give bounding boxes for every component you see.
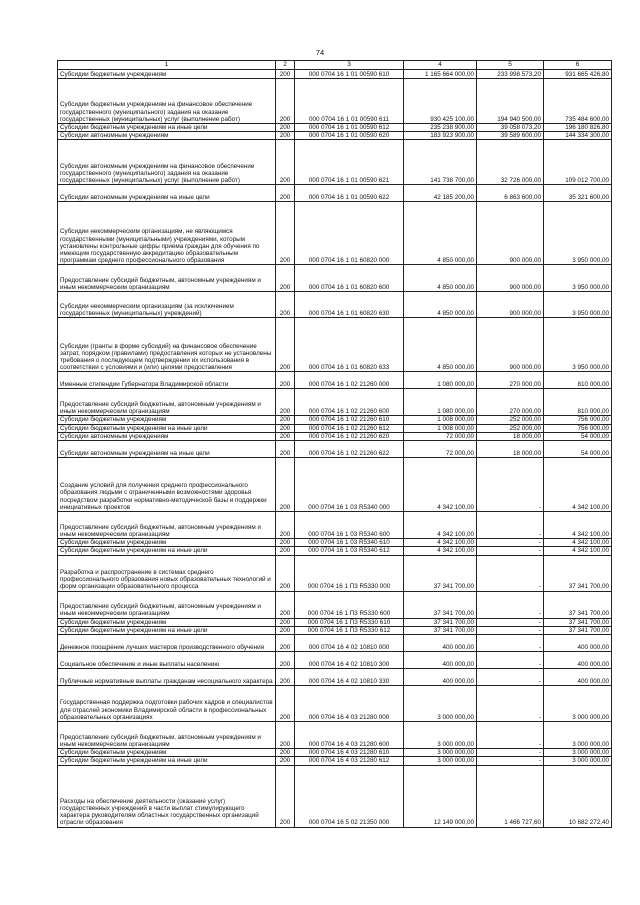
row-approved-amount: 400 000,00 <box>404 669 477 686</box>
row-name: Субсидии бюджетным учреждениям <box>58 416 276 424</box>
row-approved-amount: 4 850 000,00 <box>404 292 477 318</box>
row-remaining-amount: 735 484 600,00 <box>544 79 612 124</box>
row-line-code: 200 <box>276 512 295 539</box>
row-approved-amount: 4 342 100,00 <box>404 458 477 512</box>
row-budget-code: 000 0704 16 1 П3 R5330 612 <box>295 626 404 634</box>
row-name: Расходы на обеспечение деятельности (оказание услуг) государственных учреждений в части выплат стимулирующего характера руководителям областных государственных организаций отрасли образования <box>58 765 276 827</box>
row-budget-code: 000 0704 16 1 02 21260 610 <box>295 416 404 424</box>
row-line-code: 200 <box>276 618 295 626</box>
table-row <box>58 318 612 372</box>
row-executed-amount: 270 000,00 <box>477 389 544 416</box>
row-name: Субсидии автономным учреждениям <box>58 432 276 440</box>
row-budget-code: 000 0704 16 4 03 21280 000 <box>295 686 404 722</box>
header-row <box>58 61 612 70</box>
row-executed-amount: 32 726 000,00 <box>477 140 544 185</box>
row-approved-amount: 4 342 100,00 <box>404 547 477 555</box>
column-header-2: 2 <box>276 61 295 70</box>
row-line-code: 200 <box>276 79 295 124</box>
row-line-code: 200 <box>276 722 295 749</box>
table-row <box>58 757 612 765</box>
row-name: Субсидии некоммерческим организациям (за исключением государственных (муниципальных) учреждений) <box>58 292 276 318</box>
row-line-code: 200 <box>276 432 295 440</box>
row-approved-amount: 4 342 100,00 <box>404 539 477 547</box>
row-executed-amount: - <box>477 539 544 547</box>
row-budget-code: 000 0704 16 4 03 21280 610 <box>295 749 404 757</box>
row-line-code: 200 <box>276 547 295 555</box>
table-row <box>58 70 612 79</box>
column-header-4: 4 <box>404 61 477 70</box>
table-row <box>58 512 612 539</box>
row-approved-amount: 37 341 700,00 <box>404 626 477 634</box>
row-approved-amount: 72 000,00 <box>404 432 477 440</box>
row-approved-amount: 72 000,00 <box>404 441 477 458</box>
row-remaining-amount: 37 341 700,00 <box>544 555 612 591</box>
column-header-3: 3 <box>295 61 404 70</box>
row-executed-amount: 900 000,00 <box>477 292 544 318</box>
row-executed-amount: 6 863 600,00 <box>477 185 544 202</box>
row-name: Субсидии бюджетным учреждениям на иные цели <box>58 124 276 132</box>
column-header-6: 6 <box>544 61 612 70</box>
table-row <box>58 539 612 547</box>
row-remaining-amount: 756 000,00 <box>544 424 612 432</box>
row-approved-amount: 37 341 700,00 <box>404 555 477 591</box>
row-executed-amount: - <box>477 591 544 618</box>
row-executed-amount: - <box>477 512 544 539</box>
row-executed-amount: 252 000,00 <box>477 416 544 424</box>
row-line-code: 200 <box>276 70 295 79</box>
row-budget-code: 000 0704 16 1 01 00590 620 <box>295 132 404 140</box>
row-remaining-amount: 196 180 826,80 <box>544 124 612 132</box>
row-approved-amount: 42 185 200,00 <box>404 185 477 202</box>
table-row <box>58 626 612 634</box>
row-budget-code: 000 0704 16 1 П3 R5330 610 <box>295 618 404 626</box>
row-executed-amount: 18 000,00 <box>477 441 544 458</box>
row-executed-amount: 194 940 500,00 <box>477 79 544 124</box>
row-budget-code: 000 0704 16 1 02 21260 612 <box>295 424 404 432</box>
row-name: Субсидии бюджетным учреждениям <box>58 539 276 547</box>
row-executed-amount: - <box>477 749 544 757</box>
row-budget-code: 000 0704 16 4 03 21280 612 <box>295 757 404 765</box>
row-line-code: 200 <box>276 441 295 458</box>
row-executed-amount: - <box>477 669 544 686</box>
row-remaining-amount: 3 950 000,00 <box>544 318 612 372</box>
row-remaining-amount: 3 000 000,00 <box>544 686 612 722</box>
row-line-code: 200 <box>276 202 295 265</box>
row-executed-amount: - <box>477 652 544 669</box>
table-row <box>58 547 612 555</box>
row-name: Социальное обеспечение и иные выплаты населению <box>58 652 276 669</box>
row-approved-amount: 3 000 000,00 <box>404 749 477 757</box>
row-approved-amount: 12 149 000,00 <box>404 765 477 827</box>
row-executed-amount: 900 000,00 <box>477 318 544 372</box>
row-approved-amount: 1 165 664 000,00 <box>404 70 477 79</box>
row-approved-amount: 930 425 100,00 <box>404 79 477 124</box>
row-approved-amount: 37 341 700,00 <box>404 618 477 626</box>
row-approved-amount: 183 923 900,00 <box>404 132 477 140</box>
row-budget-code: 000 0704 16 1 01 00590 622 <box>295 185 404 202</box>
table-row <box>58 652 612 669</box>
column-header-1: 1 <box>58 61 276 70</box>
row-budget-code: 000 0704 16 1 01 00590 621 <box>295 140 404 185</box>
row-approved-amount: 3 000 000,00 <box>404 757 477 765</box>
row-budget-code: 000 0704 16 5 02 21350 000 <box>295 765 404 827</box>
row-remaining-amount: 400 000,00 <box>544 652 612 669</box>
row-budget-code: 000 0704 16 1 01 00590 611 <box>295 79 404 124</box>
table-row <box>58 432 612 440</box>
table-row <box>58 416 612 424</box>
row-executed-amount: 270 000,00 <box>477 372 544 389</box>
row-line-code: 200 <box>276 140 295 185</box>
row-executed-amount: 252 000,00 <box>477 424 544 432</box>
row-line-code: 200 <box>276 686 295 722</box>
table-row <box>58 292 612 318</box>
row-executed-amount: - <box>477 626 544 634</box>
row-name: Предоставление субсидий бюджетным, автономным учреждениям и иным некоммерческим организациям <box>58 722 276 749</box>
row-name: Именные стипендии Губернатора Владимирской области <box>58 372 276 389</box>
table-row <box>58 618 612 626</box>
row-executed-amount: 39 589 600,00 <box>477 132 544 140</box>
row-line-code: 200 <box>276 132 295 140</box>
row-budget-code: 000 0704 16 1 01 00590 610 <box>295 70 404 79</box>
page-number: 74 <box>315 48 325 57</box>
row-line-code: 200 <box>276 372 295 389</box>
row-remaining-amount: 3 950 000,00 <box>544 265 612 292</box>
table-row <box>58 749 612 757</box>
table-row <box>58 458 612 512</box>
row-remaining-amount: 3 950 000,00 <box>544 292 612 318</box>
budget-table <box>57 60 612 828</box>
row-approved-amount: 4 850 000,00 <box>404 202 477 265</box>
row-remaining-amount: 37 341 700,00 <box>544 626 612 634</box>
row-line-code: 200 <box>276 539 295 547</box>
row-name: Субсидии автономным учреждениям на иные цели <box>58 185 276 202</box>
row-executed-amount: - <box>477 686 544 722</box>
row-remaining-amount: 37 341 700,00 <box>544 618 612 626</box>
column-header-5: 5 <box>477 61 544 70</box>
row-budget-code: 000 0704 16 1 01 60820 600 <box>295 265 404 292</box>
row-remaining-amount: 37 341 700,00 <box>544 591 612 618</box>
row-line-code: 200 <box>276 626 295 634</box>
row-budget-code: 000 0704 16 1 01 60820 630 <box>295 292 404 318</box>
row-remaining-amount: 144 334 300,00 <box>544 132 612 140</box>
row-remaining-amount: 54 000,00 <box>544 432 612 440</box>
row-approved-amount: 4 342 100,00 <box>404 512 477 539</box>
table-row <box>58 124 612 132</box>
row-budget-code: 000 0704 16 1 П3 R5330 600 <box>295 591 404 618</box>
row-line-code: 200 <box>276 318 295 372</box>
row-executed-amount: - <box>477 722 544 749</box>
row-budget-code: 000 0704 16 4 02 10810 300 <box>295 652 404 669</box>
row-remaining-amount: 931 665 426,80 <box>544 70 612 79</box>
row-budget-code: 000 0704 16 1 02 21260 000 <box>295 372 404 389</box>
row-executed-amount: - <box>477 618 544 626</box>
row-approved-amount: 3 000 000,00 <box>404 686 477 722</box>
row-remaining-amount: 810 000,00 <box>544 372 612 389</box>
row-budget-code: 000 0704 16 4 02 10810 330 <box>295 669 404 686</box>
table-row <box>58 635 612 652</box>
row-line-code: 200 <box>276 389 295 416</box>
row-name: Субсидии автономным учреждениям на иные цели <box>58 441 276 458</box>
row-approved-amount: 3 000 000,00 <box>404 722 477 749</box>
row-remaining-amount: 3 000 000,00 <box>544 757 612 765</box>
row-line-code: 200 <box>276 416 295 424</box>
row-name: Предоставление субсидий бюджетным, автономным учреждениям и иным некоммерческим организациям <box>58 389 276 416</box>
row-approved-amount: 1 008 000,00 <box>404 424 477 432</box>
row-budget-code: 000 0704 16 1 02 21260 600 <box>295 389 404 416</box>
table-row <box>58 265 612 292</box>
table-row <box>58 185 612 202</box>
row-name: Субсидии бюджетным учреждениям на финансовое обеспечение государственного (муниципального) задания на оказание государственных (муниципальных) услуг (выполнение работ) <box>58 79 276 124</box>
row-line-code: 200 <box>276 757 295 765</box>
table-row <box>58 441 612 458</box>
row-executed-amount: 39 058 073,20 <box>477 124 544 132</box>
row-remaining-amount: 756 000,00 <box>544 416 612 424</box>
table-row <box>58 591 612 618</box>
row-approved-amount: 37 341 700,00 <box>404 591 477 618</box>
row-executed-amount: 1 466 727,60 <box>477 765 544 827</box>
row-remaining-amount: 35 321 600,00 <box>544 185 612 202</box>
row-line-code: 200 <box>276 185 295 202</box>
row-budget-code: 000 0704 16 4 03 21280 600 <box>295 722 404 749</box>
row-approved-amount: 235 238 900,00 <box>404 124 477 132</box>
row-line-code: 200 <box>276 635 295 652</box>
row-budget-code: 000 0704 16 1 01 60820 000 <box>295 202 404 265</box>
table-row <box>58 555 612 591</box>
row-line-code: 200 <box>276 765 295 827</box>
row-budget-code: 000 0704 16 1 02 21260 620 <box>295 432 404 440</box>
row-line-code: 200 <box>276 424 295 432</box>
row-approved-amount: 400 000,00 <box>404 652 477 669</box>
row-remaining-amount: 10 682 272,40 <box>544 765 612 827</box>
row-name: Разработка и распространение в системах среднего профессионального образования новых образовательных технологий и форм организации образовательного процесса <box>58 555 276 591</box>
row-executed-amount: - <box>477 635 544 652</box>
row-budget-code: 000 0704 16 1 01 60820 633 <box>295 318 404 372</box>
row-name: Субсидии бюджетным учреждениям на иные цели <box>58 757 276 765</box>
row-budget-code: 000 0704 16 1 03 R5340 610 <box>295 539 404 547</box>
row-name: Субсидии бюджетным учреждениям <box>58 749 276 757</box>
row-name: Субсидии (гранты в форме субсидий) на финансовое обеспечение затрат, порядком (правилами) предоставления которых не установлены требования о последующем подтверждении их использования в соответствии с условиями и (или) целями предоставления <box>58 318 276 372</box>
row-executed-amount: - <box>477 757 544 765</box>
table-row <box>58 686 612 722</box>
row-budget-code: 000 0704 16 1 02 21260 622 <box>295 441 404 458</box>
row-name: Государственная поддержка подготовки рабочих кадров и специалистов для отраслей экономики Владимирской области в профессиональных образовательных организациях <box>58 686 276 722</box>
row-name: Предоставление субсидий бюджетным, автономным учреждениям и иным некоммерческим организациям <box>58 512 276 539</box>
row-remaining-amount: 3 950 000,00 <box>544 202 612 265</box>
row-executed-amount: - <box>477 458 544 512</box>
row-budget-code: 000 0704 16 1 03 R5340 600 <box>295 512 404 539</box>
row-remaining-amount: 3 000 000,00 <box>544 749 612 757</box>
row-remaining-amount: 400 000,00 <box>544 635 612 652</box>
row-remaining-amount: 4 342 100,00 <box>544 512 612 539</box>
row-name: Субсидии бюджетным учреждениям на иные цели <box>58 626 276 634</box>
row-budget-code: 000 0704 16 1 01 00590 612 <box>295 124 404 132</box>
row-budget-code: 000 0704 16 1 П3 R5330 000 <box>295 555 404 591</box>
table-row <box>58 669 612 686</box>
table-row <box>58 765 612 827</box>
row-line-code: 200 <box>276 749 295 757</box>
row-executed-amount: 18 000,00 <box>477 432 544 440</box>
row-approved-amount: 1 080 000,00 <box>404 372 477 389</box>
row-name: Предоставление субсидий бюджетным, автономным учреждениям и иным некоммерческим организациям <box>58 591 276 618</box>
row-name: Субсидии бюджетным учреждениям на иные цели <box>58 547 276 555</box>
row-budget-code: 000 0704 16 4 02 10810 000 <box>295 635 404 652</box>
row-approved-amount: 141 738 700,00 <box>404 140 477 185</box>
row-name: Создание условий для получения среднего профессионального образования людьми с ограниченными возможностями здоровья посредством разработки нормативно-методической базы и поддержки инициативных проектов <box>58 458 276 512</box>
row-remaining-amount: 4 342 100,00 <box>544 458 612 512</box>
row-remaining-amount: 4 342 100,00 <box>544 539 612 547</box>
row-budget-code: 000 0704 16 1 03 R5340 000 <box>295 458 404 512</box>
row-line-code: 200 <box>276 669 295 686</box>
row-remaining-amount: 4 342 100,00 <box>544 547 612 555</box>
row-line-code: 200 <box>276 591 295 618</box>
row-approved-amount: 1 080 000,00 <box>404 389 477 416</box>
table-row <box>58 372 612 389</box>
row-executed-amount: 900 000,00 <box>477 202 544 265</box>
row-name: Субсидии некоммерческим организациям, не являющимся государственными (муниципальными) учреждениями, которым установлены контрольные цифры приема граждан для обучения по имеющим государственную аккредитацию образовательным программам среднего профессионального образования <box>58 202 276 265</box>
row-remaining-amount: 109 012 700,00 <box>544 140 612 185</box>
row-line-code: 200 <box>276 292 295 318</box>
row-executed-amount: 233 998 573,20 <box>477 70 544 79</box>
row-name: Предоставление субсидий бюджетным, автономным учреждениям и иным некоммерческим организациям <box>58 265 276 292</box>
row-name: Субсидии автономным учреждениям на финансовое обеспечение государственного (муниципального) задания на оказание государственных (муниципальных) услуг (выполнение работ) <box>58 140 276 185</box>
row-line-code: 200 <box>276 652 295 669</box>
table-row <box>58 424 612 432</box>
row-remaining-amount: 400 000,00 <box>544 669 612 686</box>
row-name: Денежное поощрение лучших мастеров производственного обучения <box>58 635 276 652</box>
row-approved-amount: 4 850 000,00 <box>404 318 477 372</box>
row-name: Субсидии бюджетным учреждениям на иные цели <box>58 424 276 432</box>
row-remaining-amount: 810 000,00 <box>544 389 612 416</box>
row-executed-amount: - <box>477 555 544 591</box>
row-remaining-amount: 3 000 000,00 <box>544 722 612 749</box>
table-row <box>58 389 612 416</box>
row-name: Публичные нормативные выплаты гражданам несоциального характера <box>58 669 276 686</box>
row-line-code: 200 <box>276 555 295 591</box>
row-name: Субсидии автономным учреждениям <box>58 132 276 140</box>
table-row <box>58 132 612 140</box>
row-line-code: 200 <box>276 265 295 292</box>
row-budget-code: 000 0704 16 1 03 R5340 612 <box>295 547 404 555</box>
row-approved-amount: 400 000,00 <box>404 635 477 652</box>
row-name: Субсидии бюджетным учреждениям <box>58 618 276 626</box>
table-row <box>58 140 612 185</box>
row-executed-amount: - <box>477 547 544 555</box>
row-approved-amount: 4 850 000,00 <box>404 265 477 292</box>
row-executed-amount: 900 000,00 <box>477 265 544 292</box>
table-row <box>58 202 612 265</box>
row-line-code: 200 <box>276 124 295 132</box>
row-approved-amount: 1 008 000,00 <box>404 416 477 424</box>
table-row <box>58 79 612 124</box>
row-name: Субсидии бюджетным учреждениям <box>58 70 276 79</box>
row-remaining-amount: 54 000,00 <box>544 441 612 458</box>
table-row <box>58 722 612 749</box>
row-line-code: 200 <box>276 458 295 512</box>
